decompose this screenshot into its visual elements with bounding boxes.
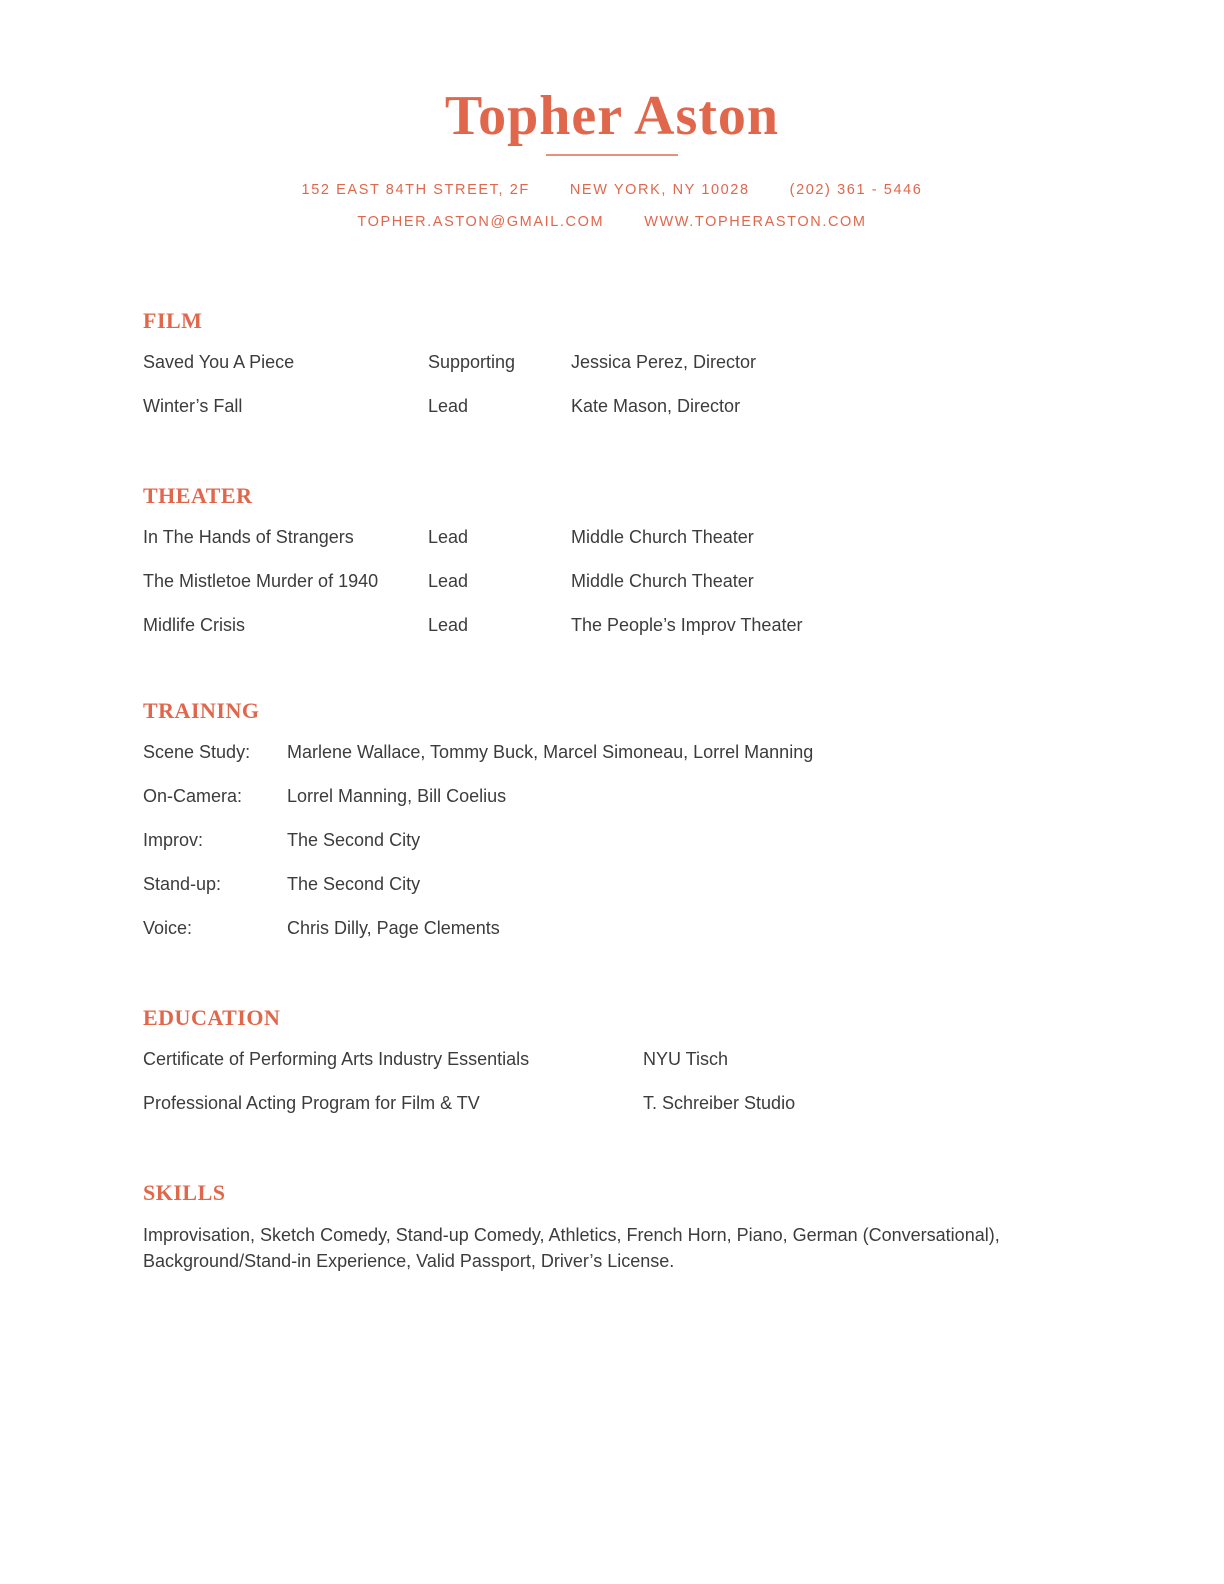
resume-name: Topher Aston (444, 85, 780, 147)
film-heading: FILM (143, 308, 203, 333)
theater-credit: Middle Church Theater (571, 571, 754, 591)
theater-heading: THEATER (143, 483, 253, 508)
education-school: NYU Tisch (643, 1049, 729, 1069)
theater-role: Lead (428, 527, 469, 547)
theater-title: In The Hands of Strangers (143, 527, 354, 547)
film-title: Winter’s Fall (143, 396, 243, 416)
training-label: Improv: (143, 830, 204, 850)
training-value: The Second City (287, 874, 421, 894)
section-skills (143, 1180, 1074, 1274)
section-training (143, 698, 1074, 939)
education-rows (143, 1049, 1074, 1114)
theater-credit: Middle Church Theater (571, 527, 754, 547)
training-value: Chris Dilly, Page Clements (287, 918, 500, 938)
contact-email: TOPHER.ASTON@GMAIL.COM (357, 214, 605, 230)
theater-credit: The People’s Improv Theater (571, 615, 803, 635)
theater-row (143, 615, 1074, 636)
theater-row (143, 571, 1074, 592)
section-theater (143, 483, 1074, 636)
education-row (143, 1093, 1074, 1114)
theater-rows (143, 527, 1074, 636)
contact-address: 152 EAST 84TH STREET, 2F (301, 182, 530, 198)
training-heading: TRAINING (143, 698, 260, 723)
skills-heading: SKILLS (143, 1180, 226, 1205)
training-row (143, 830, 1074, 851)
training-row (143, 874, 1074, 895)
contact-website: WWW.TOPHERASTON.COM (644, 214, 867, 230)
contact-city: NEW YORK, NY 10028 (569, 182, 750, 198)
education-program: Professional Acting Program for Film & TV (143, 1093, 480, 1113)
education-row (143, 1049, 1074, 1070)
film-role: Supporting (428, 352, 516, 372)
contact-line-2 (0, 214, 1224, 230)
training-row (143, 918, 1074, 939)
film-role: Lead (428, 396, 469, 416)
training-value: Marlene Wallace, Tommy Buck, Marcel Simoneau, Lorrel Manning (287, 742, 814, 762)
skills-text: Improvisation, Sketch Comedy, Stand-up Comedy, Athletics, French Horn, Piano, German (Conversational), Background/Stand-in Experience, Valid Passport, Driver’s License. (143, 1225, 1000, 1272)
theater-role: Lead (428, 571, 469, 591)
theater-title: The Mistletoe Murder of 1940 (143, 571, 379, 591)
film-title: Saved You A Piece (143, 352, 295, 372)
resume-header (0, 0, 1224, 230)
theater-row (143, 527, 1074, 548)
name-underline (546, 154, 678, 156)
training-rows (143, 742, 1074, 939)
training-value: The Second City (287, 830, 421, 850)
training-label: Stand-up: (143, 874, 222, 894)
training-value: Lorrel Manning, Bill Coelius (287, 786, 507, 806)
education-program: Certificate of Performing Arts Industry Essentials (143, 1049, 530, 1069)
section-film (143, 308, 1074, 417)
resume-content (0, 308, 1224, 1274)
film-rows (143, 352, 1074, 417)
contact-phone: (202) 361 - 5446 (789, 182, 923, 198)
film-credit: Kate Mason, Director (571, 396, 741, 416)
section-education (143, 1005, 1074, 1114)
education-school: T. Schreiber Studio (643, 1093, 796, 1113)
film-credit: Jessica Perez, Director (571, 352, 757, 372)
training-row (143, 786, 1074, 807)
film-row (143, 352, 1074, 373)
training-label: On-Camera: (143, 786, 243, 806)
film-row (143, 396, 1074, 417)
education-heading: EDUCATION (143, 1005, 281, 1030)
training-row (143, 742, 1074, 763)
theater-title: Midlife Crisis (143, 615, 246, 635)
contact-line-1 (0, 182, 1224, 198)
theater-role: Lead (428, 615, 469, 635)
training-label: Scene Study: (143, 742, 251, 762)
training-label: Voice: (143, 918, 193, 938)
